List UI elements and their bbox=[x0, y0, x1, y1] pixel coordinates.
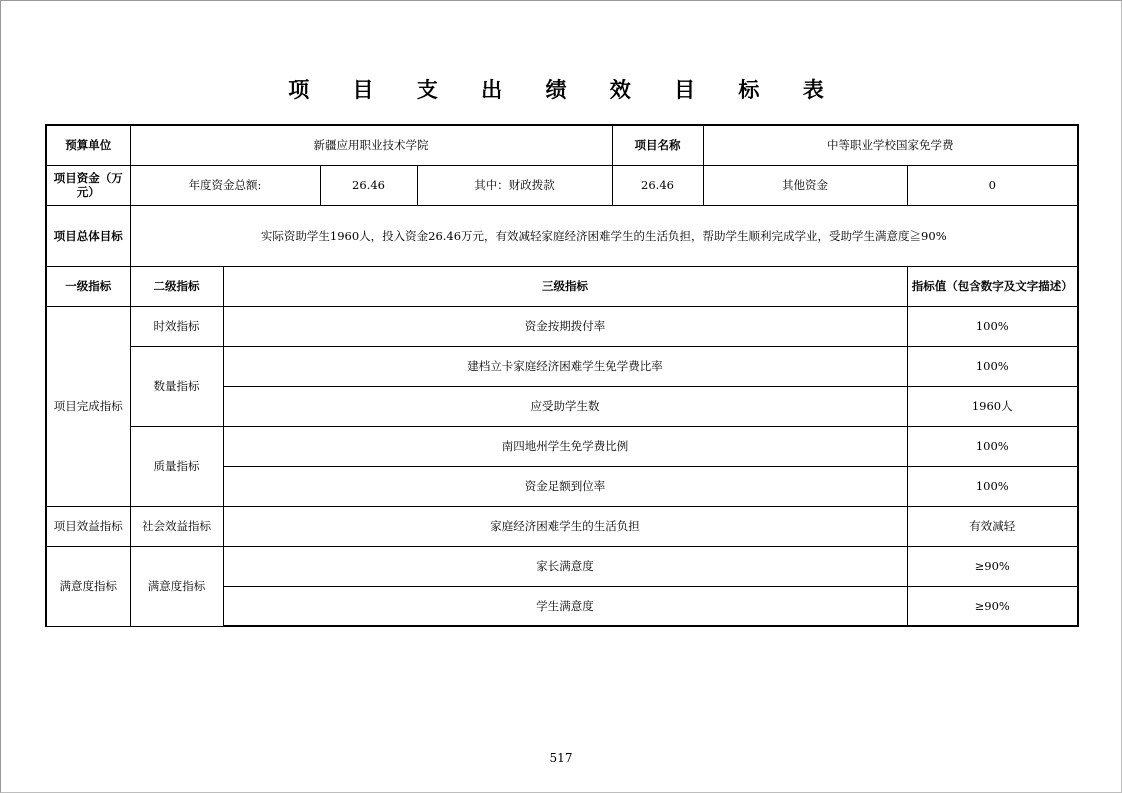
indicator-name: 南四地州学生免学费比例 bbox=[223, 426, 907, 466]
level1-satisfaction: 满意度指标 bbox=[46, 546, 130, 626]
indicator-value: 1960人 bbox=[907, 386, 1078, 426]
indicator-value: ≥90% bbox=[907, 546, 1078, 586]
indicator-value: 100% bbox=[907, 346, 1078, 386]
overall-goal-label: 项目总体目标 bbox=[46, 205, 130, 266]
page-number: 517 bbox=[549, 751, 573, 765]
project-funds-label: 项目资金（万元） bbox=[46, 165, 130, 205]
level2-quality: 质量指标 bbox=[130, 426, 223, 506]
budget-unit-value: 新疆应用职业技术学院 bbox=[130, 125, 612, 165]
indicator-name: 资金按期拨付率 bbox=[223, 306, 907, 346]
value-header: 指标值（包含数字及文字描述） bbox=[907, 266, 1078, 306]
indicator-value: ≥90% bbox=[907, 586, 1078, 626]
indicator-value: 有效减轻 bbox=[907, 506, 1078, 546]
fiscal-allocation-value: 26.46 bbox=[612, 165, 703, 205]
indicator-value: 100% bbox=[907, 426, 1078, 466]
level2-header: 二级指标 bbox=[130, 266, 223, 306]
overall-goal-text: 实际资助学生1960人，投入资金26.46万元，有效减轻家庭经济困难学生的生活负担，帮助学生顺利完成学业，受助学生满意度≧90% bbox=[130, 205, 1078, 266]
other-funds-value: 0 bbox=[907, 165, 1078, 205]
level2-satisfaction: 满意度指标 bbox=[130, 546, 223, 626]
project-name-value: 中等职业学校国家免学费 bbox=[703, 125, 1078, 165]
annual-total-value: 26.46 bbox=[320, 165, 417, 205]
fiscal-allocation-label: 其中：财政拨款 bbox=[417, 165, 612, 205]
indicator-name: 资金足额到位率 bbox=[223, 466, 907, 506]
indicator-value: 100% bbox=[907, 466, 1078, 506]
annual-total-label: 年度资金总额: bbox=[130, 165, 320, 205]
performance-target-table bbox=[45, 124, 1079, 627]
other-funds-label: 其他资金 bbox=[703, 165, 907, 205]
level2-social-benefit: 社会效益指标 bbox=[130, 506, 223, 546]
level1-benefit: 项目效益指标 bbox=[46, 506, 130, 546]
indicator-name: 应受助学生数 bbox=[223, 386, 907, 426]
project-name-label: 项目名称 bbox=[612, 125, 703, 165]
level2-quantity: 数量指标 bbox=[130, 346, 223, 426]
level1-header: 一级指标 bbox=[46, 266, 130, 306]
level3-header: 三级指标 bbox=[223, 266, 907, 306]
budget-unit-label: 预算单位 bbox=[46, 125, 130, 165]
indicator-name: 学生满意度 bbox=[223, 586, 907, 626]
indicator-name: 建档立卡家庭经济困难学生免学费比率 bbox=[223, 346, 907, 386]
page-title: 项 目 支 出 绩 效 目 标 表 bbox=[288, 78, 842, 102]
level1-completion: 项目完成指标 bbox=[46, 306, 130, 506]
indicator-name: 家庭经济困难学生的生活负担 bbox=[223, 506, 907, 546]
indicator-name: 家长满意度 bbox=[223, 546, 907, 586]
level2-timeliness: 时效指标 bbox=[130, 306, 223, 346]
indicator-value: 100% bbox=[907, 306, 1078, 346]
